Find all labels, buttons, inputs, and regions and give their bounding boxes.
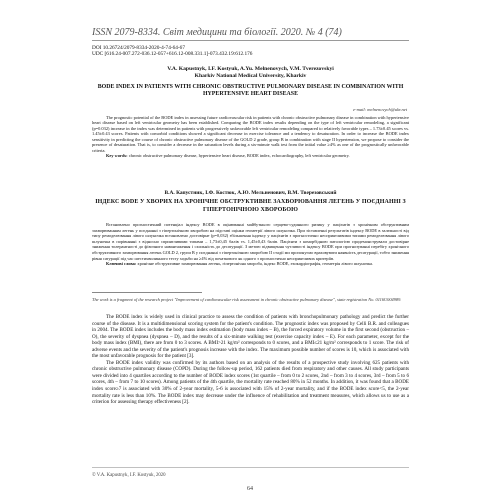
body-paragraph: The BODE index validity was confirmed by its authors based on an analysis of the results of a prospective study involving 625 patients with chronic obstructive pulmonary disease (COPD). During the follow-up period, 162 patients died from respiratory and other causes. All study participants were divided into 4 quartiles according to the number of BODE index scores (1st quartile – from 0 to 2 scores, 2nd – from 3 to 4 scores, 3rd – from 5 to 6 scores, 4th – from 7 to 10 scores). Among patients of the 4th quartile, the mortality rate reached 80% in 52 months. In addition, it was found that a BODE index score≥7 is associated with 30% of 2-year mortality, 5-6 is associated with 15% of 2-year mortality, and if the BODE index score<5, the 2-year mortality rate is less than 10%. The BODE index may decrease under the influence of rehabilitation and treatment measures, which allows us to use as a criterion for assessing therapy effectiveness [2]. [92, 359, 409, 406]
keywords-text: chronic obstructive pulmonary disease, hypertensive heart disease, BODE index, echocardiography, left ventricular geometry. [128, 153, 350, 159]
keywords-en [92, 153, 409, 158]
footnote-rule [92, 292, 202, 293]
author-block [92, 66, 409, 80]
author-names: V.A. Kapustnyk, I.F. Kostyuk, A.Yu. Melnenovych, V.M. Tverezovskyi [167, 66, 334, 72]
article-title-en: BODE INDEX IN PATIENTS WITH CHRONIC OBSTRUCTIVE PULMONARY DISEASE IN COMBINATION WITH HYPERTENSIVE HEART DISEASE [97, 84, 404, 98]
journal-header: ISSN 2079-8334. Світ медицини та біології. 2020. № 4 (74) [92, 27, 342, 38]
header-rule [92, 40, 409, 41]
doi-line: DOI 10.26724/2079-8334-2020-4-74-64-67 [92, 45, 185, 51]
abstract-ua [92, 222, 409, 267]
keywords-ua [92, 261, 409, 267]
body-paragraph: The BODE index is widely used in clinical practice to assess the condition of patients with bronchopulmonary pathology and predict the further course of the disease. It is a multidimensional scoring system for the patient's condition. The prognostic index was proposed by Celli B.R. and colleagues in 2004. The BODE index includes the body mass index estimation (body mass index – B), the forced expiratory volume in the first second (obstruction – O), the severity of dyspnea (dyspnea – D), and the results of a six-minute walking test (exercise capacity index – E). For each parameter, except for the body mass index (BMI), there are from 0 to 3 scores. A BMI>21 kg/m² corresponds to 0 scores, and a BMI≤21 kg/m² corresponds to 1 score. The risk of adverse events and the severity of the patient's prognosis increase with the index. The maximum possible number of scores is 10, which is associated with the most unfavorable prognosis for the patient [3]. [92, 314, 409, 360]
keywords-ua-text: хронічне обструктивне захворювання легень, гіпертонічна хвороба, індекс BODE, ехокардіографія, геометрія лівого шлуночка. [137, 261, 374, 267]
abstract-en [92, 115, 409, 159]
footnote: The work is a fragment of the research project "Improvement of cardiovascular risk assessment in chronic obstructive pulmonary disease", state registration No. 0116U004989. [92, 297, 402, 302]
body-text [92, 314, 409, 406]
article-title-ua: ІНДЕКС BODE У ХВОРИХ НА ХРОНІЧНЕ ОБСТРУКТИВНЕ ЗАХВОРЮВАННЯ ЛЕГЕНЬ У ПОЄДНАННІ З ГІПЕРТОНІЧНОЮ ХВОРОБОЮ [95, 199, 406, 213]
corresponding-email: e-mail: melnenovych@ukr.net [353, 107, 407, 112]
abstract-en-text: The prognostic potential of the BODE index in assessing future cardiovascular risk in patients with chronic obstructive pulmonary disease in combination with hypertensive heart disease based on left ventricular geometry has been established. Comparing the BODE index results depending on the type of left ventricular remodeling, a significant (p=0.032) increase in the index was determined in patients with progressively unfavorable left ventricular remodeling compared to relatively favorable types – 1.73±0.45 scores vs. 1.45±0.43 scores. Patients with comorbid conditions showed a significant decrease in exercise tolerance and a tendency to desaturation. In order to increase the BODE index sensitivity in predicting the course of chronic obstructive pulmonary disease of the GOLD 2 grade, group B in combination with stage II hypertension, we propose to consider the presence of desaturation. That is, to consider a decrease in the saturation levels during a six-minute walk test from the initial value ≥4% as one of the prognostically unfavorable criteria. [92, 115, 409, 153]
abstract-ua-text: Встановлено прогностичний потенціал індексу BODE в оцінюванні майбутнього серцево-судинного ризику у пацієнтів з хронічним обструктивним захворюванням легень у поєднанні з гіпертонічною хворобою на підставі оцінки геометрії лівого шлуночка. При зіставленні результатів індексу BODE в залежності від типу ремоделювання лівого шлуночка встановлено достовірне (р=0,032) збільшення індексу у пацієнтів з прогностично несприятливими типами ремоделювання лівого шлуночка в порівнянні з відносно сприятливими типами – 1,73±0,45 балів vs. 1,45±0,43 балів. Пацієнти з коморбідною патологією продемонстрували достовірне зниження толерантності до фізичного навантаження і схильність до десатурації. З метою підвищення чутливості індексу BODE при прогнозуванні перебігу хронічного обструктивного захворювання легень GOLD 2, групи B у поєднанні з гіпертонічною хворобою II стадії ми пропонуємо враховувати наявність десатурації, тобто зниження рівня сатурації під час шестихвилинного тесту ходьби на ≥4% від початкового як одного з прогностично несприятливих критеріїв. [92, 222, 409, 261]
copyright: © V.A. Kapustnyk, I.F. Kostyuk, 2020 [92, 473, 166, 478]
keywords-ua-label: Ключові слова: [106, 261, 137, 267]
article-meta [92, 45, 412, 58]
author-affiliation: Kharkiv National Medical University, Kharkiv [194, 72, 307, 79]
udc-line: UDC [616.24-007.272-036.12-057+616.12-008.331.1]-073.432.19:612.176 [92, 51, 253, 58]
footer-rule [92, 467, 409, 468]
author-names-ua: В.А. Капустник, І.Ф. Костюк, А.Ю. Мельненович, В.М. Тверезовський [164, 190, 337, 196]
keywords-label: Key words: [106, 153, 128, 159]
page-number: 64 [247, 486, 253, 492]
